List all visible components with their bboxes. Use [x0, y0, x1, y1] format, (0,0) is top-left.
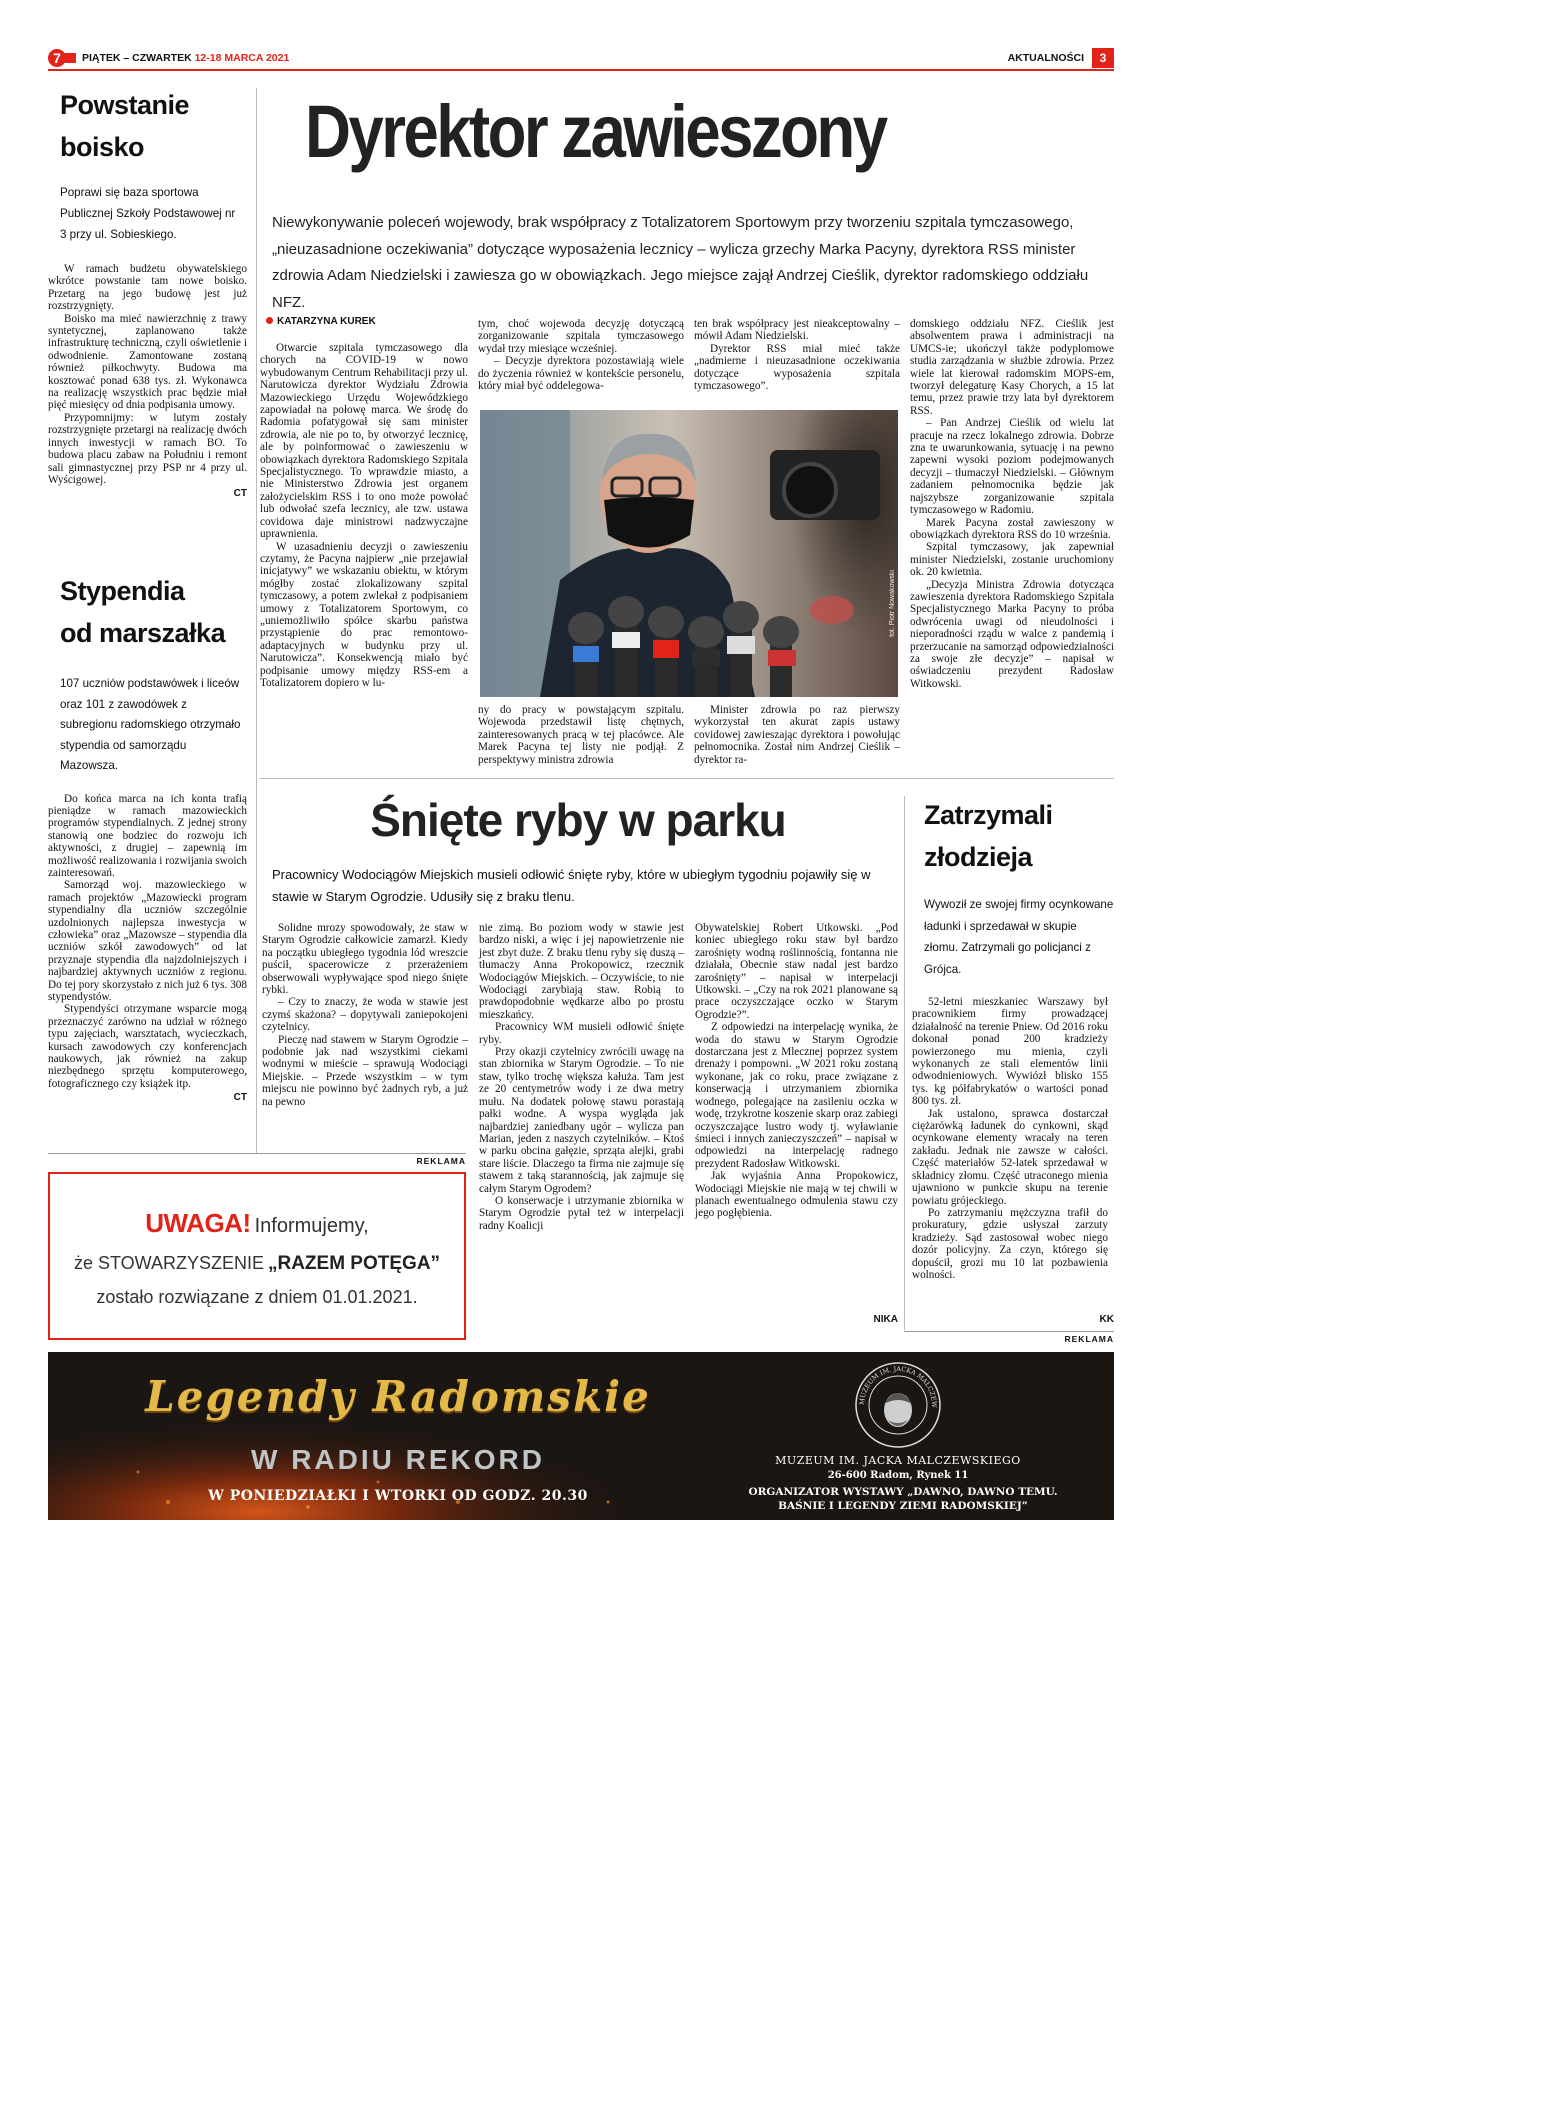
article-title [924, 794, 1114, 878]
paragraph: Marek Pacyna został zawieszony w obowiązkach dyrektora RSS do 10 września. [910, 516, 1114, 541]
paragraph: Po zatrzymaniu mężczyzna trafił do prokuratury, gdzie usłyszał zarzuty kradzieży. Sąd zastosował wobec niego dozór policyjny. Za czyn, którego się dopuścił, grozi mu 10 lat pozbawienia wolności. [912, 1206, 1108, 1281]
paragraph: Przy okazji czytelnicy zwrócili uwagę na stan zbiornika w Starym Ogrodzie. – To nie staw, tylko trochę większa kałuża. Tam jest ze 20 centymetrów wody i ze dwa metry mułu. Na dodatek połowę stawu porastają pałki wodne. A wyspa wygląda jak najbardziej zaniedbany ugór – wylicza pan Marian, jeden z naszych czytelników. – Ktoś w parku obcina gałęzie, sprząta alejki, grabi stare liście. Dlaczego ta firma nie zajmuje się stawem z taką starannością, jak zajmuje się całym Starym Ogrodem? [479, 1046, 684, 1195]
reklama-rule [48, 1153, 466, 1154]
article-lead: Wywoził ze swojej firmy ocynkowane ładunki i sprzedawał w skupie złomu. Zatrzymali go policjanci z Grójca. [924, 898, 1114, 976]
paragraph: Z odpowiedzi na interpelację wynika, że woda do stawu w Starym Ogrodzie dostarczana jest z Mlecznej poprzez system drenaży i pompowni. „W 2021 roku zostaną wykonane, jak co roku, prace związane z konserwacją i utrzymaniem zbiornika wodnego, polegające na zasileniu oczka w wodę, trzykrotne koszenie skarp oraz zabiegi oczyszczające lustro wody tj. wyławianie śmieci i innych zanieczyszczeń” – napisał w odpowiedzi na interpelację radnego prezydent Radosław Witkowski. [695, 1021, 898, 1170]
title-line: Powstanie [60, 90, 190, 120]
paragraph: Dyrektor RSS miał mieć także „nadmierne i nieuzasadnione oczekiwania dotyczące wyposażenia szpitala tymczasowego”. [694, 342, 900, 393]
ad-museum-address: 26-600 Radom, Rynek 11 [827, 1470, 969, 1481]
ryby-column-3 [695, 922, 898, 1220]
title-line: Stypendia [60, 576, 185, 606]
article-signature: CT [233, 1092, 247, 1104]
article-title [60, 84, 248, 168]
paragraph: O konserwacje i utrzymanie zbiornika w Starym Ogrodzie pytał też w interpelacji radny Koalicji [479, 1194, 684, 1232]
article-title [60, 570, 248, 654]
paragraph: ten brak współpracy jest nieakceptowalny – mówił Adam Niedzielski. [694, 318, 900, 343]
main-photo [480, 410, 898, 697]
paragraph: Do końca marca na ich konta trafią pieniądze w ramach mazowieckich programów stypendialnych. Z jednej strony stanowią one bodziec do rozwoju ich aktywności, z drugiej – zapewnią im możliwość realizowania i rozwijania swoich zainteresowań. [48, 792, 247, 879]
title-line: Zatrzymali [924, 800, 1053, 830]
ryby-signature: NIKA [873, 1314, 898, 1325]
title-line: boisko [60, 132, 145, 162]
ad-uwaga-word: UWAGA! [145, 1208, 251, 1238]
paragraph: Minister zdrowia po raz pierwszy wykorzystał ten akurat zapis ustawy covidowej zawieszając dyrektora i powołując pełnomocnika. Został nim Andrzej Cieślik – dyrektor ra- [694, 704, 900, 766]
museum-seal [853, 1360, 943, 1450]
ad-association-name: „RAZEM POTĘGA” [267, 1253, 441, 1274]
seal-text: MUZEUM IM. JACKA MALCZEW [857, 1364, 939, 1408]
main-column-3-bottom [694, 704, 900, 766]
paragraph: Przypomnijmy: w lutym zostały rozstrzygnięte przetargi na realizację dwóch innych inwestycji w ramach BO. To budowa placu zabaw na Południu i remont sali gimnastycznej przy PSP nr 4 przy ul. Wyścigowej. [48, 411, 247, 486]
ryby-right-rule [904, 796, 905, 1330]
main-column-4 [910, 318, 1114, 690]
paragraph: tym, choć wojewoda decyzję dotyczącą zorganizowanie szpitala tymczasowego wydał trzy miesiące wcześniej. [478, 318, 684, 355]
ad-informujemy: Informujemy, [254, 1215, 369, 1237]
paragraph: ny do pracy w powstającym szpitalu. Wojewoda przedstawił listę chętnych, zainteresowanych pracą w tej placówce. Ale Marek Pacyna tej listy nie podjął. Z perspektywy ministra zdrowia [478, 704, 684, 766]
main-article-bottom-rule [260, 778, 1114, 779]
paragraph: – Decyzje dyrektora pozostawiają wiele do życzenia również w kontekście personelu, który miał być oddelegowa- [478, 355, 684, 393]
ad-organizer-1: ORGANIZATOR WYSTAWY „DAWNO, DAWNO TEMU. [748, 1486, 1058, 1498]
title-line: od marszałka [60, 618, 226, 648]
photo-illustration [480, 410, 898, 697]
logo [48, 48, 76, 68]
paragraph: W ramach budżetu obywatelskiego wkrótce powstanie tam nowe boisko. Przetarg na jego budowę jest już rozstrzygnięty. [48, 263, 247, 313]
ad-uwaga [48, 1172, 466, 1340]
ad-prefix: że STOWARZYSZENIE [73, 1253, 264, 1273]
reklama-label-2: REKLAMA [1064, 1334, 1114, 1344]
ryby-column-1 [262, 922, 468, 1108]
ad-line-1 [50, 1208, 464, 1239]
main-column-1 [260, 342, 468, 689]
ad-legendy-schedule: W PONIEDZIAŁKI I WTORKI OD GODZ. 20.30 [208, 1488, 588, 1504]
svg-text:7: 7 [53, 50, 61, 66]
article-lead: Poprawi się baza sportowa Publicznej Szkoły Podstawowej nr 3 przy ul. Sobieskiego. [60, 186, 236, 241]
bullet-icon [266, 317, 273, 324]
title-line: złodzieja [924, 842, 1033, 872]
ad-legendy [48, 1352, 1114, 1520]
main-lead: Niewykonywanie poleceń wojewody, brak współpracy z Totalizatorem Sportowym przy tworzeniu szpitala tymczasowego, „nieuzasadnione oczekiwania” dotyczące wyposażenia lecznicy – wylicza grzechy Marka Pacyny, dyrektora RSS minister zdrowia Adam Niedzielski i zawiesza go w obowiązkach. Jego miejsce zajął Andrzej Cieślik, dyrektor radomskiego oddziału NFZ. [272, 214, 1089, 311]
author-name: KATARZYNA KUREK [277, 316, 376, 327]
ryby-headline: Śnięte ryby w parku [370, 794, 786, 846]
paragraph: Jak ustalono, sprawca dostarczał ciężarówką ładunek do cynkowni, skąd ocynkowane elementy wracały na teren zakładu. Jednak nie zawsze w całości. Część materiałów 52-latek sprzedawał w składnicy złomu. Część utraconego mienia ujawniono w punkcie skupu na terenie powiatu grójeckiego. [912, 1107, 1108, 1207]
paragraph: Otwarcie szpitala tymczasowego dla chorych na COVID-19 w nowo wybudowanym Centrum Rehabilitacji przy ul. Narutowicza dyrektor Wydziału Zdrowia Mazowieckiego Urzędu Wojewódzkiego zapowiadał na połowę marca. We środę do Radomia pofatygował się sam minister zdrowia, ale nie po to, by otworzyć lecznicę, ale by poinformować o zawieszeniu w obowiązkach dyrektora Radomskiego Szpitala Specjalistycznego. To wprawdzie miasto, a nie Ministerstwo Zdrowia jest organem założycielskim RSS i to ono może powołać lub odwołać szefa lecznicy, ale tzw. ustawa covidowa daje ministrowi nadzwyczajne uprawnienia. [260, 342, 468, 541]
article-boisko [48, 84, 248, 499]
article-body [48, 793, 247, 1091]
ryby-column-2 [479, 922, 684, 1232]
paragraph: Pracownicy WM musieli odłowić śnięte ryby. [479, 1021, 684, 1046]
paragraph: domskiego oddziału NFZ. Cieślik jest absolwentem prawa i administracji na UMCS-ie; ukończył także podyplomowe studia zarządzania w służbie zdrowia. Przez wiele lat kierował radomskim MOPS-em, tworzył delegaturę Kasy Chorych, a 15 lat temu, przez prawie trzy lata był dyrektorem RSS. [910, 318, 1114, 417]
reklama-rule-2 [904, 1331, 1114, 1332]
paragraph: Szpital tymczasowy, jak zapewniał minister Niedzielski, zostanie uruchomiony ok. 20 kwietnia. [910, 541, 1114, 579]
page-header [48, 48, 1114, 70]
ad-legendy-title: Legendy Radomskie [145, 1372, 651, 1421]
page-number: 3 [1092, 48, 1114, 68]
left-column-rule [256, 88, 257, 1153]
ad-organizer-2: BAŚNIE I LEGENDY ZIEMI RADOMSKIEJ” [778, 1500, 1028, 1512]
paragraph: Jak wyjaśnia Anna Propokowicz, Wodociągi Miejskie nie mają w tej chwili w planach ewentualnego odmulenia stawu czy jego pogłębienia. [695, 1170, 898, 1220]
ryby-lead: Pracownicy Wodociągów Miejskich musieli odłowić śnięte ryby, które w ubiegłym tygodniu pojawiły się w stawie w Starym Ogrodzie. Udusiły się z braku tlenu. [272, 867, 871, 904]
paragraph: „Decyzja Ministra Zdrowia dotycząca zawieszenia dyrektora Radomskiego Szpitala Specjalistycznego Marka Pacyny to próba odwrócenia uwagi od nieudolności i nieporadności rządu w walce z pandemią i przerzucanie na samorząd odpowiedzialności za swoje złe decyzje” – napisał w oświadczeniu prezydent Radosław Witkowski. [910, 578, 1114, 690]
header-rule [48, 69, 1114, 71]
main-headline: Dyrektor zawieszony [305, 90, 886, 173]
main-column-3-top [694, 318, 900, 392]
section-name: AKTUALNOŚCI [1007, 52, 1084, 64]
main-column-2-top [478, 318, 684, 392]
article-stypendia [48, 570, 248, 1103]
reklama-label: REKLAMA [416, 1156, 466, 1166]
paragraph: Obywatelskiej Robert Utkowski. „Pod koniec ubiegłego roku staw był bardzo zarośnięty wodną roślinnością, fontanna nie działała, Obecnie staw nadal jest bardzo zarośnięty” – napisał w interpelacji Utkowski. – „Czy na rok 2021 planowane są prace oczyszczające oczko w Starym Ogrodzie?”. [695, 922, 898, 1021]
article-lead: 107 uczniów podstawówek i liceów oraz 101 z zawodówek z subregionu radomskiego otrzymało stypendia od samorządu Mazowsza. [60, 677, 241, 772]
paragraph: nie zimą. Bo poziom wody w stawie jest bardzo niski, a więc i jej napowietrzenie nie jest zbyt duże. Z braku tlenu ryby się duszą – tłumaczy Anna Prokopowicz, rzecznik Wodociągów Miejskich. – Oczywiście, to nie Wodociągi zarybiają staw. Robią to prawdopodobnie wędkarze albo po prostu mieszkańcy. [479, 922, 684, 1021]
article-signature: CT [233, 488, 247, 500]
museum-seal-icon [853, 1360, 943, 1450]
main-column-2-bottom [478, 704, 684, 766]
paragraph: W uzasadnieniu decyzji o zawieszeniu czytamy, że Pacyna najpierw „nie przejawiał inicjatywy” we wskazaniu obiektu, w którym mógłby zostać zlokalizowany szpital tymczasowy, a potem zwlekał z podpisaniem umowy z Totalizatorem Sportowym, co „uniemożliwiło spółce skarbu państwa przystąpienie do prac remontowo-adaptacyjnych w budynku przy ul. Narutowicza”. Konsekwencją miało być podpisanie umowy między RSS-em a Totalizatorem dopiero w lu- [260, 540, 468, 689]
ad-line-3: zostało rozwiązane z dniem 01.01.2021. [96, 1287, 418, 1307]
ad-line-2 [50, 1253, 464, 1275]
paragraph: Pieczę nad stawem w Starym Ogrodzie – podobnie jak nad wszystkimi ciekami wodnymi w mieście – sprawują Wodociągi Miejskie. – Przede wszystkim – w tym miejscu nie powinno być żadnych ryb, a już na pewno [262, 1033, 468, 1108]
date-range: 12-18 MARCA 2021 [194, 52, 290, 64]
paragraph: – Pan Andrzej Cieślik od wielu lat pracuje na rzecz lokalnego zdrowia. Dobrze zna te uwarunkowania, sytuację i na pewno zapewni wysoki poziom podejmowanych decyzji – tłumaczył Niedzielski. – Głównym zadaniem pełnomocnika będzie jak najszybsze zorganizowanie szpitala tymczasowego w Radomiu. [910, 417, 1114, 517]
ad-museum-name: MUZEUM IM. JACKA MALCZEWSKIEGO [775, 1454, 1021, 1467]
paragraph: 52-letni mieszkaniec Warszawy był pracownikiem firmy prowadzącej działalność na terenie Pniew. Od 2016 roku dokonał ponad 200 kradzieży powierzonego mu mienia, czyli wykonanych ze stali elementów linii odwodnieniowych. Wywiózł blisko 155 tys. kg półfabrykatów o wartości ponad 800 tys. zł. [912, 996, 1108, 1108]
paragraph: Samorząd woj. mazowieckiego w ramach projektów „Mazowiecki program stypendialny dla uczniów szczególnie uzdolnionych najlepsza inwestycja w człowieka” oraz „Mazowsze – stypendia dla uczniów szkół zawodowych” od lat przyznaje stypendia dla najzdolniejszych i najbardziej aktywnych uczniów z regionu. Do tej pory skorzystało z nich już 6 tys. 308 stypendystów. [48, 879, 247, 1003]
date-prefix: PIĄTEK – CZWARTEK [82, 52, 192, 64]
photo-credit: fot. Piotr Nowakowski [889, 570, 896, 637]
paragraph: Solidne mrozy spowodowały, że staw w Starym Ogrodzie całkowicie zamarzł. Kiedy na początku ubiegłego tygodnia lód wreszcie puścił, spacerowicze z przerażeniem obserwowali wypływające spod niego śnięte rybki. [262, 922, 468, 997]
article-body [48, 263, 247, 486]
article-zlodziej [912, 794, 1114, 1281]
header-date [82, 52, 289, 64]
ad-legendy-subtitle: W RADIU REKORD [251, 1444, 545, 1475]
paragraph: Stypendyści otrzymane wsparcie mogą przeznaczyć zarówno na udział w różnego typu zajęciach, warsztatach, wycieczkach, kursach zawodowych czy konferencjach naukowych, jak również na zakup niezbędnego sprzętu komputerowego, fotograficznego czy książek itp. [48, 1003, 247, 1090]
article-body [912, 996, 1108, 1281]
zlodziej-signature: KK [1099, 1314, 1114, 1325]
author-byline [266, 316, 376, 327]
paragraph: – Czy to znaczy, że woda w stawie jest czymś skażona? – dopytywali zaniepokojeni czytelnicy. [262, 996, 468, 1034]
paragraph: Boisko ma mieć nawierzchnię z trawy syntetycznej, zaplanowano także infrastrukturę techniczną, czyli oświetlenie i odwodnienie. Zamontowane zostaną również piłkochwyty. Budowa ma kosztować ponad 638 tys. zł. Wykonawca na realizację wszystkich prac będzie miał pięć miesięcy od dnia podpisania umowy. [48, 312, 247, 412]
